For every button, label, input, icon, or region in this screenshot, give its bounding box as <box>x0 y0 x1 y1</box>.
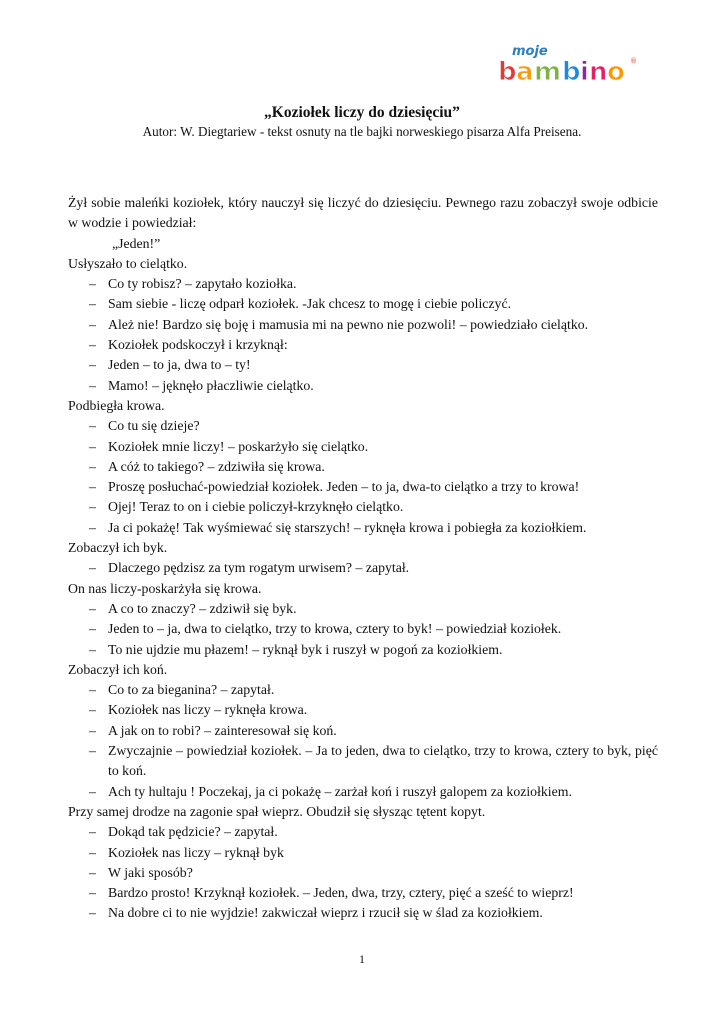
page-number: 1 <box>359 952 365 966</box>
line-text: Proszę posłuchać-powiedział koziołek. Jeden – to ja, dwa-to cielątko a trzy to krowa! <box>108 479 580 495</box>
narration-line <box>68 254 658 274</box>
dialogue-dash: – <box>89 377 96 393</box>
logo-letter-5: i <box>580 57 589 86</box>
line-text: On nas liczy-poskarżyła się krowa. <box>68 580 262 596</box>
dialogue-line <box>68 518 658 538</box>
spoken-line <box>68 234 658 254</box>
line-text: Koziołek nas liczy – ryknęła krowa. <box>108 702 308 718</box>
dialogue-line <box>68 863 658 883</box>
dialogue-dash: – <box>89 296 96 312</box>
dialogue-dash: – <box>89 600 96 616</box>
dialogue-dash: – <box>89 682 96 698</box>
dialogue-dash: – <box>89 864 96 880</box>
dialogue-line <box>68 315 658 335</box>
line-text: Przy samej drodze na zagonie spał wieprz. Obudził się słysząc tętent kopyt. <box>68 803 486 819</box>
dialogue-line <box>68 376 658 396</box>
dialogue-line <box>68 822 658 842</box>
dialogue-line <box>68 355 658 375</box>
line-text: Ależ nie! Bardzo się boję i mamusia mi na pewno nie pozwoli! – powiedziało cielątko. <box>108 316 589 332</box>
dialogue-dash: – <box>89 885 96 901</box>
dialogue-dash: – <box>89 316 96 332</box>
line-text: W jaki sposób? <box>108 864 193 880</box>
dialogue-line <box>68 721 658 741</box>
line-text: Ja ci pokażę! Tak wyśmiewać się starszych! – ryknęła krowa i pobiegła za koziołkiem. <box>108 519 587 535</box>
dialogue-dash: – <box>89 743 96 759</box>
line-text: Dokąd tak pędzicie? – zapytał. <box>108 824 278 840</box>
dialogue-line <box>68 558 658 578</box>
line-text: Dlaczego pędzisz za tym rogatym urwisem? – zapytał. <box>108 560 410 576</box>
line-text: Sam siebie - liczę odparł koziołek. -Jak chcesz to mogę i ciebie policzyć. <box>108 296 512 312</box>
dialogue-line <box>68 680 658 700</box>
dialogue-dash: – <box>89 499 96 515</box>
line-text: Koziołek mnie liczy! – poskarżyło się cielątko. <box>108 438 369 454</box>
line-text: Jeden to – ja, dwa to cielątko, trzy to krowa, cztery to byk! – powiedział koziołek. <box>108 621 562 637</box>
logo-letter-2: a <box>516 57 534 86</box>
logo-letter-7: o <box>607 57 625 86</box>
line-text: Zwyczajnie – powiedział koziołek. – Ja to jeden, dwa to cielątko, trzy to krowa, cztery to byk, pięć to koń. <box>108 743 658 779</box>
narration-line <box>68 802 658 822</box>
line-text: To nie ujdzie mu płazem! – ryknął byk i ruszył w pogoń za koziołkiem. <box>108 641 503 657</box>
line-text: Co ty robisz? – zapytało koziołka. <box>108 276 297 292</box>
dialogue-line <box>68 274 658 294</box>
line-text: Żył sobie maleńki koziołek, który nauczył się liczyć do dziesięciu. Pewnego razu zobaczył swoje odbicie w wodzie i powiedział: <box>68 195 658 231</box>
dialogue-line <box>68 782 658 802</box>
logo-top-text: moje <box>512 44 548 59</box>
line-text: Podbiegła krowa. <box>68 397 165 413</box>
line-text: Zobaczył ich koń. <box>68 661 168 677</box>
story-body <box>68 193 658 924</box>
narration-line <box>68 538 658 558</box>
dialogue-line <box>68 883 658 903</box>
line-text: Jeden – to ja, dwa to – ty! <box>108 357 251 373</box>
dialogue-dash: – <box>89 621 96 637</box>
line-text: Zobaczył ich byk. <box>68 540 168 556</box>
line-text: Co to za bieganina? – zapytał. <box>108 682 275 698</box>
dialogue-dash: – <box>89 337 96 353</box>
dialogue-line <box>68 457 658 477</box>
line-text: Bardzo prosto! Krzyknął koziołek. – Jeden, dwa, trzy, cztery, pięć a sześć to wieprz! <box>108 885 574 901</box>
dialogue-dash: – <box>89 560 96 576</box>
dialogue-dash: – <box>89 824 96 840</box>
dialogue-dash: – <box>89 641 96 657</box>
line-text: A cóż to takiego? – zdziwiła się krowa. <box>108 458 325 474</box>
dialogue-line <box>68 903 658 923</box>
line-text: A co to znaczy? – zdziwił się byk. <box>108 600 297 616</box>
dialogue-dash: – <box>89 783 96 799</box>
narration-line <box>68 579 658 599</box>
line-text: „Jeden!” <box>112 235 161 251</box>
dialogue-dash: – <box>89 905 96 921</box>
dialogue-dash: – <box>89 519 96 535</box>
line-text: Mamo! – jęknęło płaczliwie cielątko. <box>108 377 314 393</box>
line-text: Na dobre ci to nie wyjdzie! zakwiczał wieprz i rzucił się w ślad za koziołkiem. <box>108 905 543 921</box>
line-text: Ojej! Teraz to on i ciebie policzył-krzyknęło cielątko. <box>108 499 404 515</box>
logo-letter-3: m <box>534 57 562 86</box>
dialogue-line <box>68 599 658 619</box>
dialogue-line <box>68 619 658 639</box>
dialogue-dash: – <box>89 702 96 718</box>
bambino-logo <box>492 42 642 86</box>
narration-line <box>68 193 658 234</box>
narration-line <box>68 660 658 680</box>
logo-registered-mark: ® <box>630 57 637 65</box>
dialogue-line <box>68 437 658 457</box>
dialogue-dash: – <box>89 722 96 738</box>
logo-letter-6: n <box>589 57 608 86</box>
dialogue-line <box>68 741 658 782</box>
dialogue-line <box>68 477 658 497</box>
narration-line <box>68 396 658 416</box>
line-text: Usłyszało to cielątko. <box>68 255 188 271</box>
story-title: „Koziołek liczy do dziesięciu” <box>264 104 460 121</box>
bambino-logo-graphic <box>492 42 642 86</box>
dialogue-dash: – <box>89 479 96 495</box>
dialogue-line <box>68 700 658 720</box>
dialogue-dash: – <box>89 438 96 454</box>
line-text: Koziołek podskoczył i krzyknął: <box>108 337 288 353</box>
story-author: Autor: W. Diegtariew - tekst osnuty na tle bajki norweskiego pisarza Alfa Preisena. <box>142 124 582 139</box>
dialogue-dash: – <box>89 458 96 474</box>
line-text: Koziołek nas liczy – ryknął byk <box>108 844 284 860</box>
logo-letter-4: b <box>562 57 581 86</box>
dialogue-line <box>68 335 658 355</box>
dialogue-line <box>68 640 658 660</box>
dialogue-line <box>68 294 658 314</box>
dialogue-line <box>68 416 658 436</box>
dialogue-dash: – <box>89 418 96 434</box>
dialogue-line <box>68 497 658 517</box>
logo-letter-1: b <box>498 57 517 86</box>
dialogue-dash: – <box>89 276 96 292</box>
line-text: Co tu się dzieje? <box>108 418 200 434</box>
dialogue-line <box>68 843 658 863</box>
dialogue-dash: – <box>89 844 96 860</box>
dialogue-dash: – <box>89 357 96 373</box>
line-text: Ach ty hultaju ! Poczekaj, ja ci pokażę – zarżał koń i ruszył galopem za koziołkiem. <box>108 783 572 799</box>
line-text: A jak on to robi? – zainteresował się koń. <box>108 722 337 738</box>
